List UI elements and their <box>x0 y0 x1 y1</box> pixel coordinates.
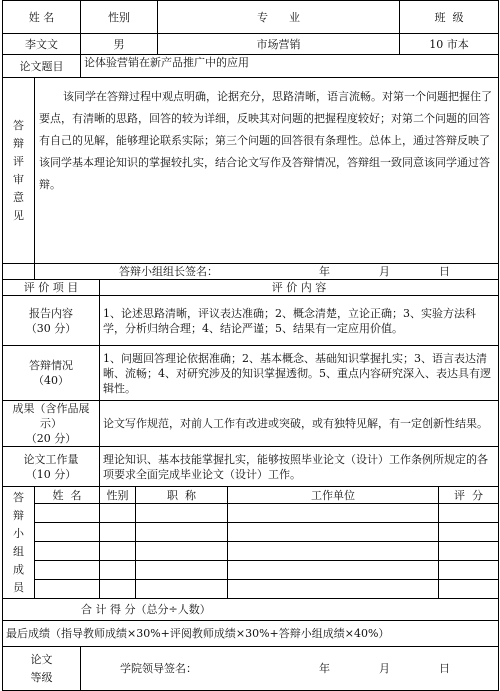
panel-gender-header: 性别 <box>100 487 136 504</box>
panel-row <box>3 523 499 542</box>
eval-item-name: 成果（含作品展示） <box>12 402 90 430</box>
total-score-label: 合 计 得 分（总分÷人数） <box>3 599 499 621</box>
form-table <box>2 0 499 691</box>
evaluation-item-header: 评 价 项 目 <box>3 280 100 296</box>
eval-item-content: 1、论述思路清晰，评议表达准确；2、概念清楚，立论正确；3、实验方法科学，分析归纳合理；4、结论严谨；5、结果有一定应用价值。 <box>100 296 499 346</box>
comments-text: 该同学在答辩过程中观点明确，论据充分，思路清晰，语言流畅。对第一个问题把握住了要点，有清晰的思路，回答的较为详细，反映其对问题的把握程度较好；对第二个问题的回答有自己的见解，能够理论联系实际；第三个问题的回答很有条理性。总体上，通过答辩反映了该同学基本理论知识的掌握较扎实，结合论文写作及答辩情况，答辩组一致同意该同学通过答辩。 <box>39 90 492 191</box>
eval-item-content: 论文写作规范，对前人工作有改进或突破，或有独特见解，有一定创新性结果。 <box>100 401 499 447</box>
panel-org-header: 工作单位 <box>228 487 439 504</box>
major-header: 专 业 <box>158 1 400 34</box>
panel-title-header: 职 称 <box>136 487 228 504</box>
eval-item-score: （40） <box>33 374 69 387</box>
panel-row <box>3 542 499 561</box>
student-gender: 男 <box>81 34 158 55</box>
grade-label: 论文等级 <box>30 652 53 684</box>
class-header: 班 级 <box>400 1 499 34</box>
panel-label: 答辩小组成员 <box>13 490 24 594</box>
name-header: 姓 名 <box>3 1 81 34</box>
thesis-title-label: 论文题目 <box>3 55 81 78</box>
eval-item-name: 答辩情况 <box>29 359 73 372</box>
final-score-label: 最后成绩（指导教师成绩×30%+评阅教师成绩×30%+答辩小组成绩×40%） <box>3 621 499 647</box>
comments-date: 年 月 日 <box>319 265 465 278</box>
gender-header: 性别 <box>81 1 158 34</box>
panel-row <box>3 561 499 580</box>
eval-item-name: 报告内容 <box>29 306 73 320</box>
thesis-title: 论体验营销在新产品推广中的应用 <box>81 55 499 78</box>
eval-item-content: 1、问题回答理论依据准确；2、基本概念、基础知识掌握扎实；3、语言表达清晰、流畅；4、对研究涉及的知识掌握透彻。5、重点内容研究深入、表达具有逻辑性。 <box>100 346 499 401</box>
college-leader-sign-label: 学院领导签名： <box>120 662 197 675</box>
grade-date: 年 月 日 <box>319 662 465 675</box>
eval-item-score: （30 分） <box>25 321 77 335</box>
eval-item-score: （10 分） <box>25 467 77 481</box>
panel-score-header: 评 分 <box>439 487 499 504</box>
eval-item-content: 理论知识、基本技能掌握扎实，能够按照毕业论文（设计）工作条例所规定的各项要求全面完成毕业论文（设计）工作。 <box>100 447 499 487</box>
eval-item-score: （20 分） <box>25 432 77 445</box>
comments-label: 答辩评审意见 <box>13 118 24 222</box>
eval-item-name: 论文工作量 <box>23 452 79 466</box>
student-major: 市场营销 <box>158 34 400 55</box>
leader-sign-label: 答辩小组组长签名： <box>119 265 218 278</box>
student-name: 李文文 <box>3 34 81 55</box>
panel-row <box>3 580 499 599</box>
student-class: 10 市本 <box>400 34 499 55</box>
evaluation-content-header: 评 价 内 容 <box>100 280 499 296</box>
panel-row <box>3 504 499 523</box>
panel-name-header: 姓 名 <box>35 487 100 504</box>
